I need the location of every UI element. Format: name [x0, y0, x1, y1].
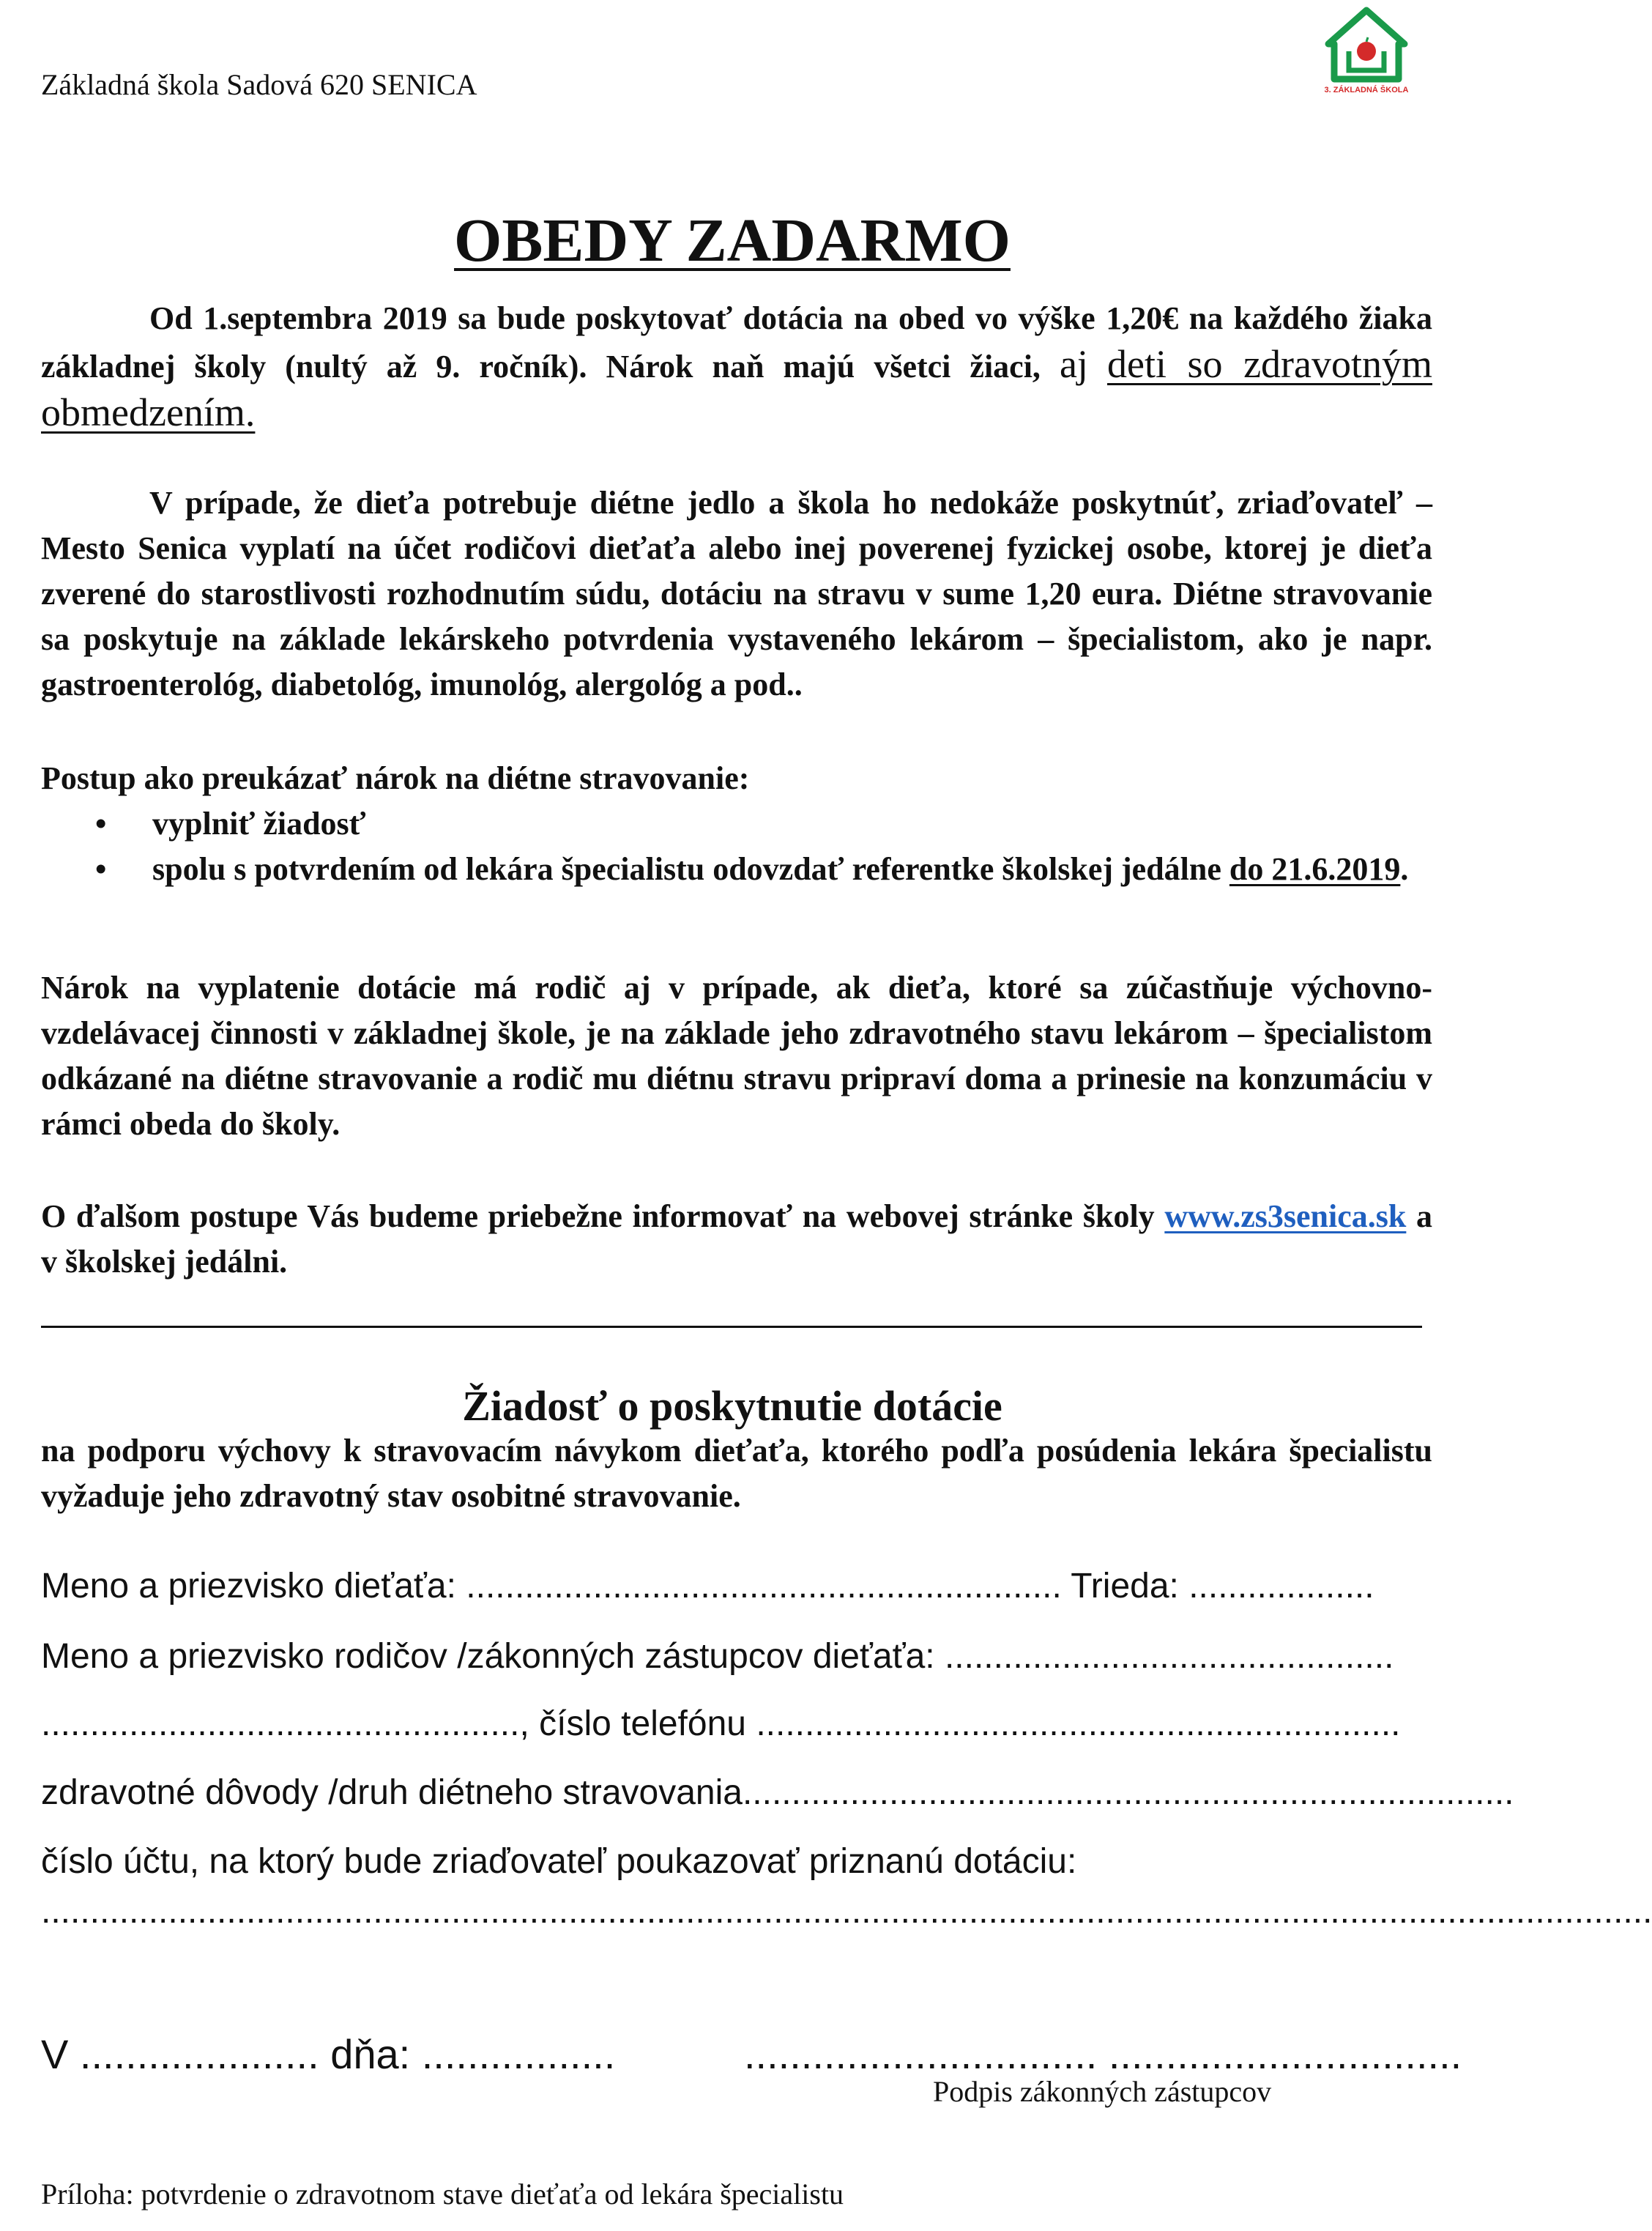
claim-paragraph: Nárok na vyplatenie dotácie má rodič aj v prípade, ak dieťa, ktoré sa zúčastňuje výchovno-vzdelávacej činnosti v základnej škole, je na základe jeho zdravotného stavu lekárom – špecialistom odkázané na diétne stravovanie a rodič mu diétnu stravu pripraví doma a prinesie na konzumáciu v rámci obeda do školy.	[41, 970, 1432, 1142]
application-title: Žiadosť o poskytnutie dotácie	[462, 1382, 1002, 1430]
application-subtitle: na podporu výchovy k stravovacím návykom dieťaťa, ktorého podľa posúdenia lekára špecialistu vyžaduje jeho zdravotný stav osobitné stravovanie.	[41, 1433, 1432, 1514]
form-field-account-label: číslo účtu, na ktorý bude zriaďovateľ poukazovať priznanú dotáciu:	[41, 1842, 1077, 1881]
diet-bold-text: Diétne stravovanie sa poskytuje na základe lekárskeho potvrdenia vystaveného lekárom – špecialistom, ako je napr. gastroenterológ, diabetológ, imunológ, alergológ a pod..	[41, 576, 1433, 702]
intro-aj: aj	[1059, 342, 1088, 386]
school-website-link[interactable]: www.zs3senica.sk	[1164, 1198, 1407, 1234]
procedure-list	[95, 801, 1432, 892]
school-logo	[1322, 6, 1410, 97]
attachment-note: Príloha: potvrdenie o zdravotnom stave dieťaťa od lekára špecialistu	[41, 2178, 844, 2210]
diet-paragraph	[41, 480, 1432, 708]
list-item-after: .	[1400, 851, 1409, 887]
signature-lines[interactable]: ............................... ...............................	[744, 2031, 1462, 2077]
intro-paragraph	[41, 296, 1432, 438]
diet-normal-text: V prípade, že dieťa potrebuje diétne jedlo a škola ho nedokáže poskytnúť, zriaďovateľ – Mesto Senica vyplatí na účet rodičovi dieťaťa alebo inej poverenej fyzickej osobe, ktorej je dieťa zverené do starostlivosti rozhodnutím súdu, dotáciu na stravu v sume 1,20 eura.	[41, 485, 1432, 612]
intro-underlined: deti so zdravotným obmedzením.	[41, 342, 1432, 434]
form-field-child-name[interactable]: Meno a priezvisko dieťaťa: ............................................................. Trieda: ...................	[41, 1567, 1374, 1605]
form-field-parents-name[interactable]: Meno a priezvisko rodičov /zákonných zástupcov dieťaťa: ..............................................	[41, 1637, 1394, 1676]
list-item-text: spolu s potvrdením od lekára špecialistu odovzdať referentke školskej jedálne	[152, 851, 1229, 887]
place-date-field[interactable]: V ..................... dňa: .................	[41, 2031, 616, 2077]
house-logo-icon	[1322, 6, 1410, 97]
procedure-heading: Postup ako preukázať nárok na diétne stravovanie:	[41, 760, 750, 796]
form-field-health-reasons[interactable]: zdravotné dôvody /druh diétneho stravovania...............................................................................	[41, 1773, 1514, 1812]
form-field-account-number[interactable]: .....................................................................................................................................................................	[41, 1892, 1652, 1931]
intro-text: Od 1.septembra 2019 sa bude poskytovať dotácia na obed vo výške 1,20€ na každého žiaka základnej školy (nultý až 9. ročník). Nárok naň majú všetci žiaci,	[41, 300, 1432, 385]
list-item	[95, 847, 1432, 892]
logo-text: 3. ZÁKLADNÁ ŠKOLA	[1324, 86, 1409, 94]
signature-row	[41, 2030, 1462, 2078]
divider	[41, 1326, 1422, 1328]
info-after: a v školskej jedálni.	[41, 1198, 1433, 1280]
info-paragraph	[41, 1194, 1432, 1285]
school-name: Základná škola Sadová 620 SENICA	[41, 68, 477, 101]
list-item	[95, 801, 1432, 847]
list-item-text: vyplniť žiadosť	[152, 806, 366, 842]
signature-caption: Podpis zákonných zástupcov	[933, 2075, 1272, 2108]
info-text: O ďalšom postupe Vás budeme priebežne informovať na webovej stránke školy	[41, 1198, 1165, 1234]
page-title: OBEDY ZADARMO	[454, 207, 1011, 275]
deadline-date: do 21.6.2019	[1229, 851, 1401, 887]
form-field-phone[interactable]: ................................................., číslo telefónu ..................................................................	[41, 1704, 1401, 1743]
